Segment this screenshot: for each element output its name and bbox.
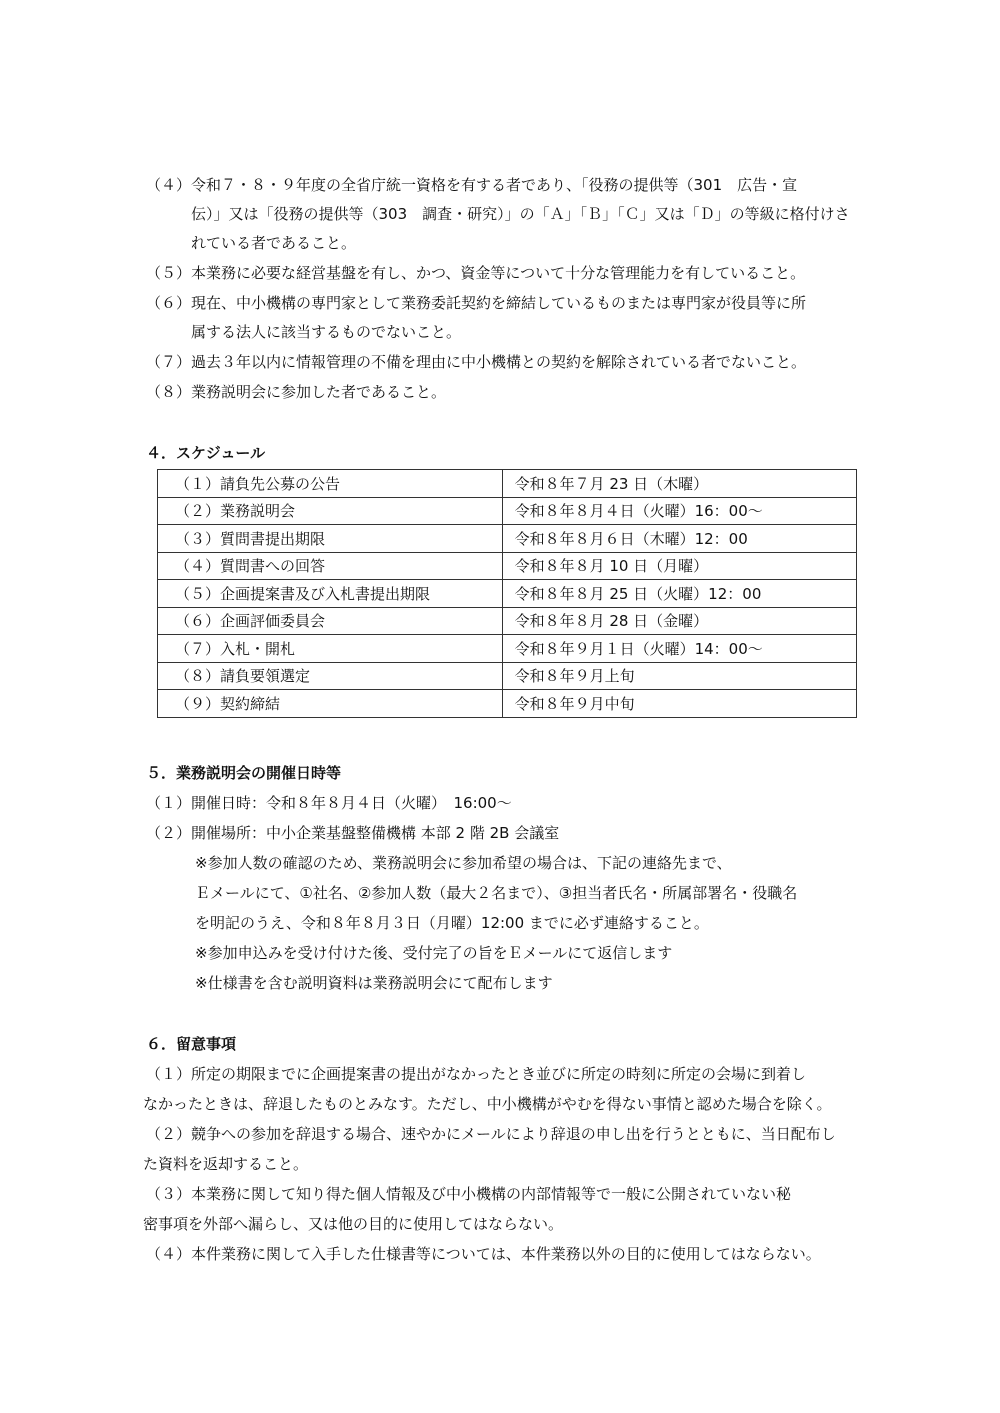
notes-item-1-line-1: （１）所定の期限までに企画提案書の提出がなかったとき並びに所定の時刻に所定の会場に到着し [146, 1065, 807, 1083]
table-row [158, 690, 857, 718]
notes-item-2-line-1: （２）競争への参加を辞退する場合、速やかにメールにより辞退の申し出を行うとともに、当日配布し [146, 1125, 836, 1143]
notes-item-3-line-2: 密事項を外部へ漏らし、又は他の目的に使用してはならない。 [143, 1215, 564, 1233]
schedule-date: 令和８年９月中旬 [502, 690, 856, 718]
eligibility-item-8: （８）業務説明会に参加した者であること。 [146, 383, 447, 401]
notes-heading: ６．留意事項 [146, 1035, 237, 1053]
briefing-heading: ５．業務説明会の開催日時等 [146, 764, 342, 782]
table-row [158, 497, 857, 525]
schedule-item: （６）企画評価委員会 [158, 607, 503, 635]
notes-item-4: （４）本件業務に関して入手した仕様書等については、本件業務以外の目的に使用してはならない。 [146, 1245, 821, 1263]
briefing-note-1-line-3: を明記のうえ、令和８年８月３日（月曜）12:00 までに必ず連絡すること。 [195, 914, 709, 932]
schedule-date: 令和８年９月１日（火曜）14：00～ [502, 635, 856, 663]
table-row [158, 470, 857, 498]
eligibility-item-7: （７）過去３年以内に情報管理の不備を理由に中小機構との契約を解除されている者でないこと。 [146, 353, 807, 371]
schedule-item: （５）企画提案書及び入札書提出期限 [158, 580, 503, 608]
notes-item-1-line-2: なかったときは、辞退したものとみなす。ただし、中小機構がやむを得ない事情と認めた場合を除く。 [143, 1095, 832, 1113]
briefing-note-1-line-1: ※参加人数の確認のため、業務説明会に参加希望の場合は、下記の連絡先まで、 [195, 854, 732, 872]
eligibility-item-4-line-1: （４）令和７・８・９年度の全省庁統一資格を有する者であり、「役務の提供等（301 広告・宣 [146, 176, 798, 194]
briefing-venue: （２）開催場所：中小企業基盤整備機構 本部 2 階 2B 会議室 [146, 824, 560, 842]
schedule-item: （１）請負先公募の公告 [158, 470, 503, 498]
notes-item-3-line-1: （３）本業務に関して知り得た個人情報及び中小機構の内部情報等で一般に公開されていない秘 [146, 1185, 792, 1203]
schedule-item: （３）質問書提出期限 [158, 525, 503, 553]
table-row [158, 635, 857, 663]
table-row [158, 580, 857, 608]
eligibility-item-6-line-1: （６）現在、中小機構の専門家として業務委託契約を締結しているものまたは専門家が役員等に所 [146, 294, 807, 312]
briefing-note-2: ※参加申込みを受け付けた後、受付完了の旨をＥメールにて返信します [195, 944, 673, 962]
eligibility-item-5: （５）本業務に必要な経営基盤を有し、かつ、資金等について十分な管理能力を有していること。 [146, 264, 806, 282]
schedule-date: 令和８年８月 10 日（月曜） [502, 552, 856, 580]
schedule-item: （４）質問書への回答 [158, 552, 503, 580]
table-row [158, 607, 857, 635]
schedule-item: （２）業務説明会 [158, 497, 503, 525]
briefing-note-3: ※仕様書を含む説明資料は業務説明会にて配布します [195, 974, 553, 992]
schedule-date: 令和８年８月６日（木曜）12：00 [502, 525, 856, 553]
schedule-date: 令和８年８月４日（火曜）16：00～ [502, 497, 856, 525]
schedule-item: （８）請負要領選定 [158, 662, 503, 690]
schedule-table [157, 469, 857, 718]
eligibility-item-4-line-2: 伝）」又は「役務の提供等（303 調査・研究）」の「Ａ」「Ｂ」「Ｃ」又は「Ｄ」の等級に格付けさ [191, 205, 850, 223]
eligibility-item-4-line-3: れている者であること。 [191, 234, 357, 252]
schedule-heading: ４．スケジュール [146, 444, 266, 462]
briefing-datetime: （１）開催日時：令和８年８月４日（火曜） 16:00～ [146, 794, 512, 812]
eligibility-item-6-line-2: 属する法人に該当するものでないこと。 [191, 323, 462, 341]
schedule-date: 令和８年７月 23 日（木曜） [502, 470, 856, 498]
table-row [158, 552, 857, 580]
notes-item-2-line-2: た資料を返却すること。 [143, 1155, 309, 1173]
schedule-date: 令和８年８月 28 日（金曜） [502, 607, 856, 635]
schedule-item: （７）入札・開札 [158, 635, 503, 663]
schedule-date: 令和８年８月 25 日（火曜）12：00 [502, 580, 856, 608]
schedule-item: （９）契約締結 [158, 690, 503, 718]
schedule-date: 令和８年９月上旬 [502, 662, 856, 690]
briefing-note-1-line-2: Ｅメールにて、①社名、②参加人数（最大２名まで）、③担当者氏名・所属部署名・役職名 [195, 884, 798, 902]
table-row [158, 525, 857, 553]
table-row [158, 662, 857, 690]
